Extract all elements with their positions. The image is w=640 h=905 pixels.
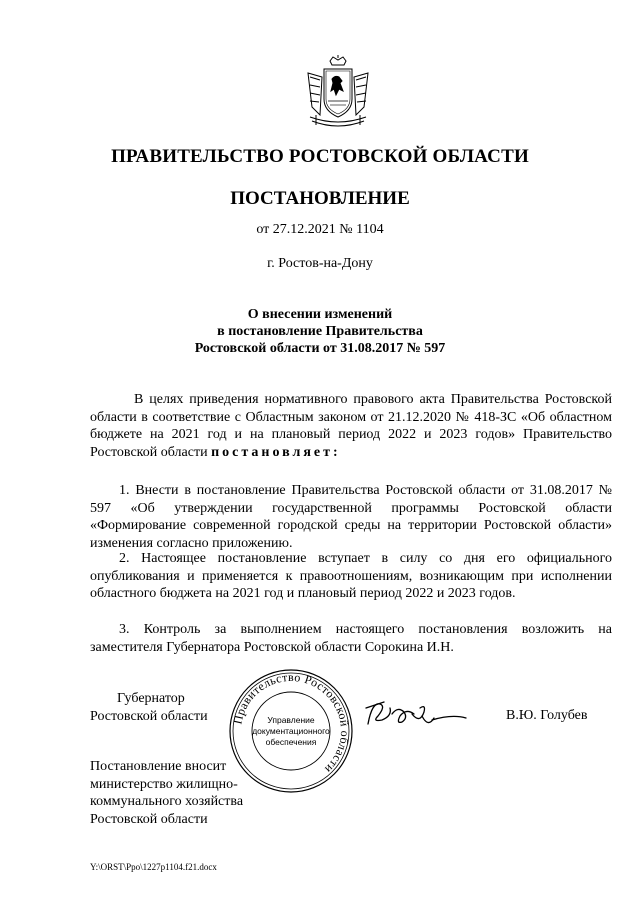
signatory-title <box>90 690 208 725</box>
preamble-paragraph <box>90 391 612 461</box>
handwritten-signature <box>362 694 472 736</box>
document-subject <box>0 306 640 357</box>
resolution-item-3: 3. Контроль за выполнением настоящего постановления возложить на заместителя Губернатора Ростовской области Сорокина И.Н. <box>90 622 612 655</box>
introduced-by-line: коммунального хозяйства <box>90 794 244 809</box>
signer-name: В.Ю. Голубев <box>506 708 588 723</box>
resolution-item-1: 1. Внести в постановление Правительства Ростовской области от 31.08.2017 № 597 «Об утверждении государственной программы Ростовской области «Формирование современной городской среды на территории Ростовской области» изменения согласно приложению. <box>90 483 612 551</box>
introduced-by <box>90 758 270 828</box>
stamp-inner-text: обеспечения <box>265 737 317 747</box>
resolve-word: постановляет: <box>211 444 341 460</box>
stamp-ring-text: Правительство Ростовской области <box>230 669 353 777</box>
subject-line: в постановление Правительства <box>217 324 423 339</box>
coat-of-arms-icon <box>302 55 374 133</box>
preamble-text: В целях приведения нормативного правового акта Правительства Ростовской области в соответствие с Областным законом от 21.12.2020 № 418-ЗС «Об областном бюджете на 2021 год и на плановый период 2022 и 2023 годов» Правительство Ростовской области <box>90 392 612 460</box>
document-city: г. Ростов-на-Дону <box>267 256 373 271</box>
introduced-by-line: Ростовской области <box>90 811 208 827</box>
introduced-by-line: министерство жилищно- <box>90 776 238 792</box>
org-title: ПРАВИТЕЛЬСТВО РОСТОВСКОЙ ОБЛАСТИ <box>111 146 529 167</box>
stamp-inner-text: Управление <box>267 715 315 725</box>
subject-line: Ростовской области от 31.08.2017 № 597 <box>194 341 446 356</box>
document-number-date: от 27.12.2021 № 1104 <box>256 222 384 237</box>
subject-line: О внесении изменений <box>247 307 393 322</box>
signatory-title-line: Ростовской области <box>90 708 208 724</box>
introduced-by-line: Постановление вносит <box>90 759 227 774</box>
stamp-inner-text: документационного <box>252 726 330 736</box>
signatory-title-line: Губернатор <box>117 691 185 706</box>
resolution-item-2: 2. Настоящее постановление вступает в силу со дня его официального опубликования и применяется к правоотношениям, возникающим при исполнении областного бюджета на 2021 год и плановый период 2022 и 2023 годов. <box>90 551 612 601</box>
file-path: Y:\ORST\Ppo\1227p1104.f21.docx <box>90 862 217 872</box>
document-type: ПОСТАНОВЛЕНИЕ <box>230 188 410 209</box>
